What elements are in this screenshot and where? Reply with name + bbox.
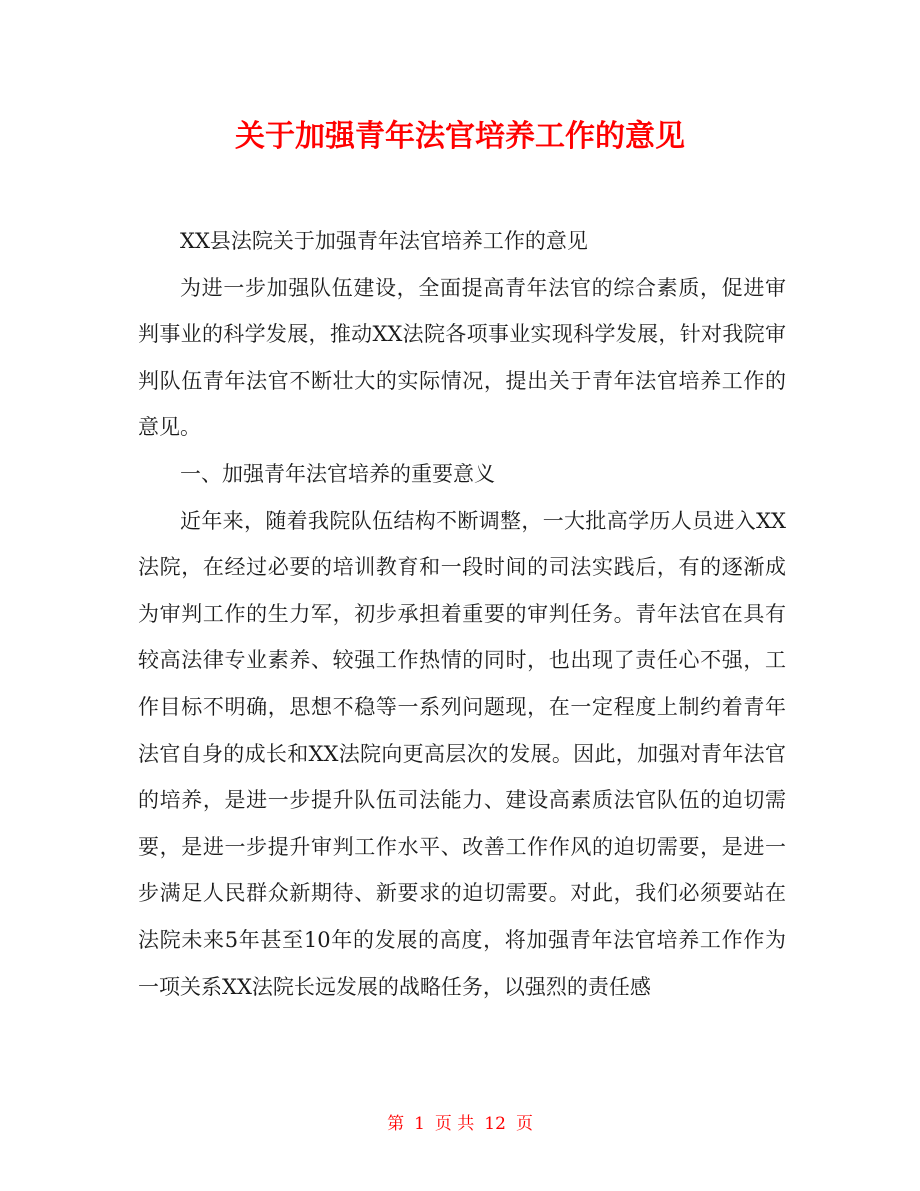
section-heading: 一、加强青年法官培养的重要意义: [180, 461, 495, 486]
footer-label-of: 页 共: [434, 1114, 475, 1134]
footer-label-page: 第: [387, 1114, 405, 1134]
document-body: [138, 218, 786, 1010]
footer-label-end: 页: [515, 1114, 533, 1134]
document-title: 关于加强青年法官培养工作的意见: [235, 119, 685, 154]
page-footer: [0, 1112, 920, 1136]
footer-current-page: 1: [414, 1114, 425, 1134]
paragraph-significance: 近年来，随着我院队伍结构不断调整，一大批高学历人员进入XX法院，在经过必要的培训教育和一段时间的司法实践后，有的逐渐成为审判工作的生力军，初步承担着重要的审判任务。青年法官在具有较高法律专业素养、较强工作热情的同时，也出现了责任心不强，工作目标不明确，思想不稳等一系列问题现，在一定程度上制约着青年法官自身的成长和XX法院向更高层次的发展。因此，加强对青年法官的培养，是进一步提升队伍司法能力、建设高素质法官队伍的迫切需要，是进一步提升审判工作水平、改善工作作风的迫切需要，是进一步满足人民群众新期待、新要求的迫切需要。对此，我们必须要站在法院未来5年甚至10年的发展的高度，将加强青年法官培养工作作为一项关系XX法院长远发展的战略任务，以强烈的责任感: [138, 508, 786, 999]
footer-total-pages: 12: [484, 1114, 506, 1134]
paragraph-intro: 为进一步加强队伍建设，全面提高青年法官的综合素质，促进审判事业的科学发展，推动XX法院各项事业实现科学发展，针对我院审判队伍青年法官不断壮大的实际情况，提出关于青年法官培养工作的意见。: [138, 275, 786, 440]
paragraph-subtitle: XX县法院关于加强青年法官培养工作的意见: [180, 229, 588, 253]
